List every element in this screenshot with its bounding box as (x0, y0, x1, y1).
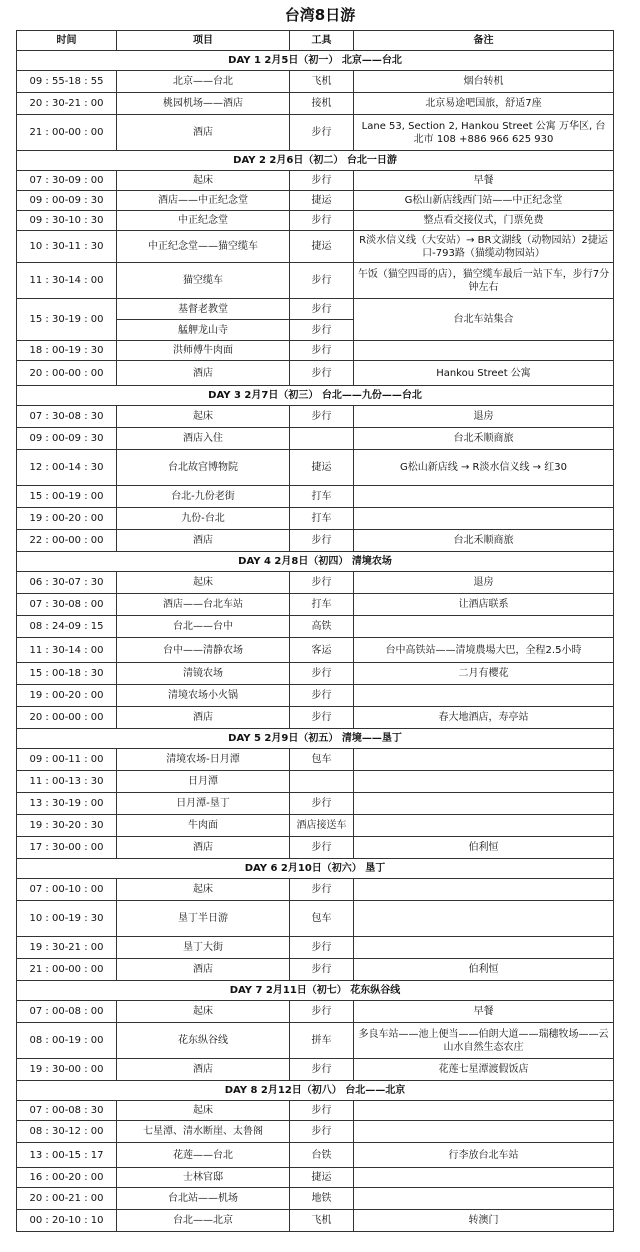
cell-note: 台北车站集合 (354, 299, 614, 341)
cell-tool: 步行 (290, 1059, 354, 1081)
cell-item: 洪师傅牛肉面 (117, 341, 290, 361)
cell-tool: 步行 (290, 341, 354, 361)
cell-tool: 步行 (290, 211, 354, 231)
cell-time: 15 : 00-18 : 30 (17, 663, 117, 685)
cell-note (354, 879, 614, 901)
cell-item: 中正纪念堂——猫空缆车 (117, 231, 290, 263)
cell-tool: 台铁 (290, 1143, 354, 1168)
cell-note: 午饭（猫空四哥的店），猫空缆车最后一站下车，步行7分钟左右 (354, 263, 614, 299)
cell-note: 让酒店联系 (354, 594, 614, 616)
cell-tool: 飞机 (290, 71, 354, 93)
cell-tool: 步行 (290, 299, 354, 320)
cell-tool: 接机 (290, 93, 354, 115)
cell-item: 日月潭 (117, 771, 290, 793)
cell-tool: 步行 (290, 530, 354, 552)
table-row (17, 685, 614, 707)
cell-time: 08 : 30-12 : 00 (17, 1121, 117, 1143)
cell-item: 花莲——台北 (117, 1143, 290, 1168)
cell-note: 北京易途吧国旅，舒适7座 (354, 93, 614, 115)
cell-item: 垦丁大街 (117, 937, 290, 959)
cell-tool: 步行 (290, 685, 354, 707)
cell-note (354, 937, 614, 959)
cell-item: 酒店 (117, 707, 290, 729)
cell-item: 台北——台中 (117, 616, 290, 638)
cell-time: 00 : 20-10 : 10 (17, 1210, 117, 1232)
table-row (17, 901, 614, 937)
cell-time: 19 : 30-20 : 30 (17, 815, 117, 837)
cell-time: 07 : 30-08 : 00 (17, 594, 117, 616)
cell-time: 09 : 55-18 : 55 (17, 71, 117, 93)
cell-item: 台北站——机场 (117, 1188, 290, 1210)
cell-item: 日月潭-垦丁 (117, 793, 290, 815)
cell-time: 11 : 30-14 : 00 (17, 263, 117, 299)
cell-tool (290, 428, 354, 450)
cell-item: 台中——清静农场 (117, 638, 290, 663)
day-header-row (17, 552, 614, 572)
table-row (17, 572, 614, 594)
cell-time: 10 : 30-11 : 30 (17, 231, 117, 263)
table-row (17, 663, 614, 685)
cell-time: 07 : 00-10 : 00 (17, 879, 117, 901)
table-row (17, 508, 614, 530)
cell-note (354, 815, 614, 837)
cell-time: 17 : 30-00 : 00 (17, 837, 117, 859)
cell-item: 起床 (117, 572, 290, 594)
cell-note (354, 508, 614, 530)
cell-tool: 步行 (290, 937, 354, 959)
table-row (17, 406, 614, 428)
day-label: DAY 7 2月11日（初七） 花东纵谷线 (17, 981, 614, 1001)
day-label: DAY 8 2月12日（初八） 台北——北京 (17, 1081, 614, 1101)
cell-tool: 步行 (290, 361, 354, 386)
cell-item: 猫空缆车 (117, 263, 290, 299)
cell-time: 19 : 30-00 : 00 (17, 1059, 117, 1081)
table-row (17, 815, 614, 837)
table-row (17, 361, 614, 386)
cell-item: 起床 (117, 879, 290, 901)
cell-time: 11 : 00-13 : 30 (17, 771, 117, 793)
cell-note: 台中高铁站——清境農場大巴，全程2.5小時 (354, 638, 614, 663)
cell-item: 花东纵谷线 (117, 1023, 290, 1059)
cell-time: 19 : 30-21 : 00 (17, 937, 117, 959)
cell-item: 酒店 (117, 959, 290, 981)
cell-item: 酒店 (117, 115, 290, 151)
cell-tool: 步行 (290, 879, 354, 901)
cell-tool: 拼车 (290, 1023, 354, 1059)
table-row (17, 638, 614, 663)
cell-time: 09 : 00-09 : 30 (17, 191, 117, 211)
cell-tool: 打车 (290, 486, 354, 508)
cell-time: 18 : 00-19 : 30 (17, 341, 117, 361)
cell-time: 13 : 00-15 : 17 (17, 1143, 117, 1168)
cell-note (354, 1101, 614, 1121)
cell-note (354, 1121, 614, 1143)
day-header-row (17, 729, 614, 749)
cell-item: 酒店 (117, 1059, 290, 1081)
cell-time: 08 : 24-09 : 15 (17, 616, 117, 638)
page-title: 台湾8日游 (284, 6, 356, 24)
cell-tool: 地铁 (290, 1188, 354, 1210)
cell-note (354, 1188, 614, 1210)
cell-tool: 捷运 (290, 231, 354, 263)
header-row (17, 31, 614, 51)
cell-tool: 飞机 (290, 1210, 354, 1232)
cell-time: 15 : 00-19 : 00 (17, 486, 117, 508)
day-header-row (17, 859, 614, 879)
cell-item: 起床 (117, 171, 290, 191)
table-row (17, 486, 614, 508)
cell-tool: 捷运 (290, 450, 354, 486)
cell-tool: 客运 (290, 638, 354, 663)
table-row (17, 749, 614, 771)
cell-time: 07 : 00-08 : 00 (17, 1001, 117, 1023)
table-row (17, 191, 614, 211)
table-row (17, 837, 614, 859)
cell-tool: 酒店接送车 (290, 815, 354, 837)
cell-note: Hankou Street 公寓 (354, 361, 614, 386)
cell-item: 起床 (117, 1001, 290, 1023)
cell-note: 早餐 (354, 1001, 614, 1023)
day-header-row (17, 386, 614, 406)
cell-item: 酒店 (117, 361, 290, 386)
cell-item: 北京——台北 (117, 71, 290, 93)
cell-item: 桃园机场——酒店 (117, 93, 290, 115)
cell-tool: 步行 (290, 572, 354, 594)
cell-tool: 步行 (290, 263, 354, 299)
cell-item: 清镜农场 (117, 663, 290, 685)
table-row (17, 594, 614, 616)
table-row (17, 1059, 614, 1081)
cell-item: 士林官邸 (117, 1168, 290, 1188)
cell-note: 二月有樱花 (354, 663, 614, 685)
cell-tool: 步行 (290, 1121, 354, 1143)
table-row (17, 115, 614, 151)
cell-note: G松山新店线西门站——中正纪念堂 (354, 191, 614, 211)
cell-time: 10 : 00-19 : 30 (17, 901, 117, 937)
cell-note: 台北禾顺商旅 (354, 428, 614, 450)
cell-item: 酒店——中正纪念堂 (117, 191, 290, 211)
cell-note (354, 793, 614, 815)
cell-time: 19 : 00-20 : 00 (17, 685, 117, 707)
cell-item: 台北——北京 (117, 1210, 290, 1232)
cell-time: 12 : 00-14 : 30 (17, 450, 117, 486)
day-header-row (17, 981, 614, 1001)
cell-item: 艋舺龙山寺 (117, 320, 290, 341)
cell-tool: 步行 (290, 406, 354, 428)
day-header-row (17, 151, 614, 171)
table-row (17, 616, 614, 638)
cell-note: 转澳门 (354, 1210, 614, 1232)
cell-tool: 步行 (290, 171, 354, 191)
cell-note (354, 771, 614, 793)
cell-time: 09 : 00-11 : 00 (17, 749, 117, 771)
cell-tool: 步行 (290, 320, 354, 341)
cell-tool (290, 771, 354, 793)
cell-item: 台北-九份老街 (117, 486, 290, 508)
table-row (17, 211, 614, 231)
header-note: 备注 (354, 31, 614, 51)
cell-note (354, 901, 614, 937)
cell-note: Lane 53, Section 2, Hankou Street 公寓 万华区, 台北市 108 +886 966 625 930 (354, 115, 614, 151)
table-row (17, 428, 614, 450)
cell-note (354, 341, 614, 361)
cell-time: 20 : 00-00 : 00 (17, 707, 117, 729)
cell-tool: 步行 (290, 837, 354, 859)
cell-item: 九份-台北 (117, 508, 290, 530)
cell-time: 07 : 00-08 : 30 (17, 1101, 117, 1121)
cell-time: 16 : 00-20 : 00 (17, 1168, 117, 1188)
day-header-row (17, 1081, 614, 1101)
cell-time: 20 : 30-21 : 00 (17, 93, 117, 115)
cell-time: 19 : 00-20 : 00 (17, 508, 117, 530)
cell-tool: 步行 (290, 1101, 354, 1121)
itinerary-table (16, 30, 614, 1232)
cell-tool: 高铁 (290, 616, 354, 638)
cell-time: 13 : 30-19 : 00 (17, 793, 117, 815)
cell-note: 伯利恒 (354, 959, 614, 981)
cell-item: 清境农场-日月潭 (117, 749, 290, 771)
cell-item: 起床 (117, 1101, 290, 1121)
table-row (17, 879, 614, 901)
cell-note: 春大地酒店，寿亭站 (354, 707, 614, 729)
table-row (17, 1121, 614, 1143)
cell-time: 08 : 00-19 : 00 (17, 1023, 117, 1059)
cell-note (354, 685, 614, 707)
cell-time: 15 : 30-19 : 00 (17, 299, 117, 341)
header-tool: 工具 (290, 31, 354, 51)
day-label: DAY 2 2月6日（初二） 台北一日游 (17, 151, 614, 171)
table-row (17, 1001, 614, 1023)
cell-time: 07 : 30-09 : 00 (17, 171, 117, 191)
table-row (17, 71, 614, 93)
cell-time: 06 : 30-07 : 30 (17, 572, 117, 594)
cell-time: 20 : 00-00 : 00 (17, 361, 117, 386)
table-row (17, 1210, 614, 1232)
cell-note (354, 1168, 614, 1188)
table-row (17, 263, 614, 299)
cell-time: 21 : 00-00 : 00 (17, 115, 117, 151)
table-row (17, 93, 614, 115)
cell-item: 牛肉面 (117, 815, 290, 837)
table-row (17, 1168, 614, 1188)
table-row (17, 771, 614, 793)
cell-item: 基督老教堂 (117, 299, 290, 320)
cell-note (354, 486, 614, 508)
day-label: DAY 1 2月5日（初一） 北京——台北 (17, 51, 614, 71)
day-label: DAY 4 2月8日（初四） 清境农场 (17, 552, 614, 572)
table-row (17, 299, 614, 320)
cell-note (354, 749, 614, 771)
table-row (17, 793, 614, 815)
table-row (17, 341, 614, 361)
cell-time: 20 : 00-21 : 00 (17, 1188, 117, 1210)
cell-tool: 打车 (290, 508, 354, 530)
table-row (17, 959, 614, 981)
cell-note: 退房 (354, 406, 614, 428)
cell-note: 行李放台北车站 (354, 1143, 614, 1168)
cell-time: 09 : 30-10 : 30 (17, 211, 117, 231)
table-row (17, 171, 614, 191)
cell-tool: 步行 (290, 793, 354, 815)
cell-note (354, 616, 614, 638)
cell-note: G松山新店线 → R淡水信义线 → 红30 (354, 450, 614, 486)
cell-note: 台北禾顺商旅 (354, 530, 614, 552)
cell-tool: 打车 (290, 594, 354, 616)
cell-item: 酒店 (117, 530, 290, 552)
table-row (17, 1023, 614, 1059)
cell-item: 台北故宫博物院 (117, 450, 290, 486)
cell-time: 09 : 00-09 : 30 (17, 428, 117, 450)
cell-time: 07 : 30-08 : 30 (17, 406, 117, 428)
cell-item: 中正纪念堂 (117, 211, 290, 231)
cell-item: 酒店——台北车站 (117, 594, 290, 616)
cell-tool: 步行 (290, 1001, 354, 1023)
cell-tool: 步行 (290, 959, 354, 981)
header-item: 项目 (117, 31, 290, 51)
day-label: DAY 6 2月10日（初六） 垦丁 (17, 859, 614, 879)
table-row (17, 1143, 614, 1168)
cell-note: 花莲七星潭渡假饭店 (354, 1059, 614, 1081)
table-row (17, 937, 614, 959)
cell-item: 酒店入住 (117, 428, 290, 450)
cell-tool: 捷运 (290, 1168, 354, 1188)
cell-item: 清境农场小火锅 (117, 685, 290, 707)
cell-tool: 步行 (290, 663, 354, 685)
table-row (17, 1188, 614, 1210)
table-row (17, 707, 614, 729)
cell-tool: 步行 (290, 707, 354, 729)
cell-tool: 步行 (290, 115, 354, 151)
day-label: DAY 3 2月7日（初三） 台北——九份——台北 (17, 386, 614, 406)
cell-note: 早餐 (354, 171, 614, 191)
cell-note: 伯利恒 (354, 837, 614, 859)
table-row (17, 1101, 614, 1121)
cell-note: R淡水信义线（大安站）→ BR文湖线（动物园站）2捷运口-793路（猫缆动物园站） (354, 231, 614, 263)
cell-item: 垦丁半日游 (117, 901, 290, 937)
cell-tool: 包车 (290, 901, 354, 937)
cell-note: 多良车站——池上便当——伯朗大道——瑞穗牧场——云山水自然生态农庄 (354, 1023, 614, 1059)
header-time: 时间 (17, 31, 117, 51)
day-label: DAY 5 2月9日（初五） 清境——垦丁 (17, 729, 614, 749)
table-row (17, 231, 614, 263)
day-header-row (17, 51, 614, 71)
cell-time: 22 : 00-00 : 00 (17, 530, 117, 552)
cell-note: 烟台转机 (354, 71, 614, 93)
cell-tool: 捷运 (290, 191, 354, 211)
cell-item: 酒店 (117, 837, 290, 859)
cell-time: 21 : 00-00 : 00 (17, 959, 117, 981)
cell-time: 11 : 30-14 : 00 (17, 638, 117, 663)
table-row (17, 450, 614, 486)
cell-item: 七星潭、清水断崖、太鲁阁 (117, 1121, 290, 1143)
cell-note: 整点看交接仪式，门票免费 (354, 211, 614, 231)
cell-tool: 包车 (290, 749, 354, 771)
cell-note: 退房 (354, 572, 614, 594)
table-row (17, 530, 614, 552)
cell-item: 起床 (117, 406, 290, 428)
